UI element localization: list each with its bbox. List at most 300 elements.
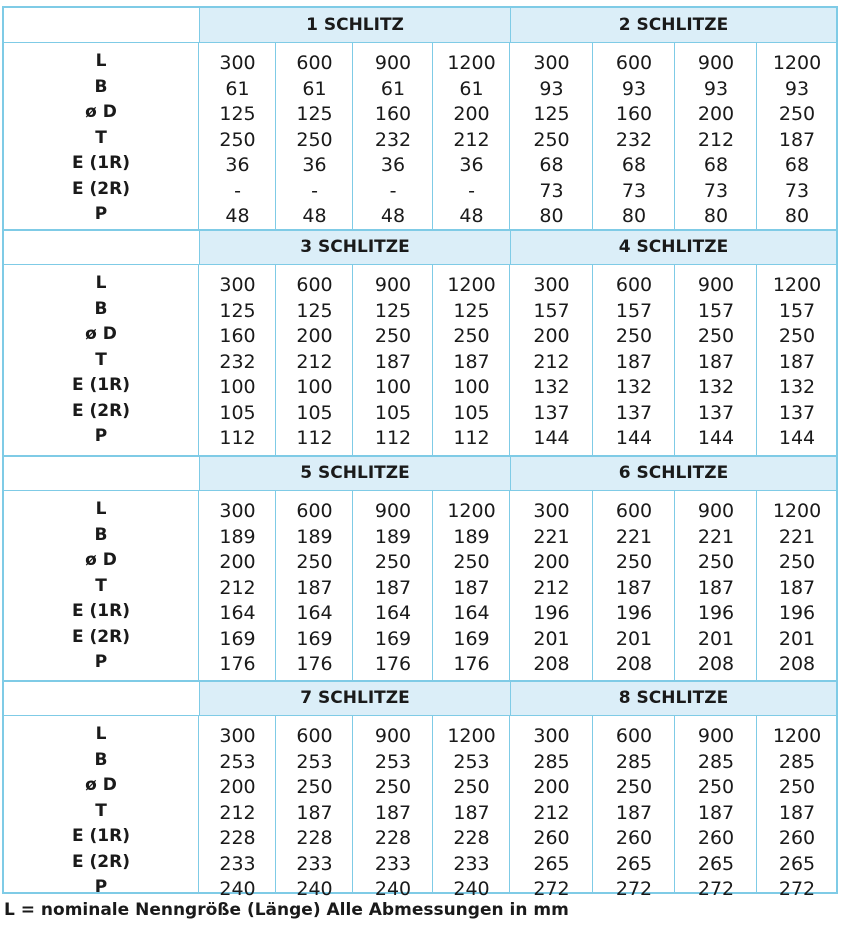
cell-value: 73	[784, 179, 810, 202]
cell-value: 250	[697, 325, 735, 347]
cell-value: 250	[533, 128, 570, 151]
cell-value: 600	[615, 725, 653, 747]
cell-value: 160	[219, 325, 256, 347]
cell-value: 200	[296, 325, 333, 347]
cell-value: 208	[697, 653, 735, 675]
cell-value: 250	[778, 551, 816, 573]
block-separator	[4, 229, 836, 231]
cell-value: 187	[453, 576, 490, 599]
value-column	[594, 265, 675, 456]
cell-value: 265	[533, 852, 570, 875]
block-header	[4, 456, 836, 491]
cell-value: 68	[784, 154, 810, 176]
cell-value: 132	[615, 376, 653, 398]
cell-value: 221	[697, 525, 735, 548]
cell-value: 187	[374, 576, 412, 599]
cell-value: 196	[697, 602, 735, 624]
cell-value: 112	[296, 427, 333, 449]
cell-value: 80	[784, 205, 810, 227]
cell-value: 125	[296, 299, 333, 322]
header-corner	[4, 681, 200, 715]
cell-value: 233	[296, 852, 333, 875]
cell-value: 240	[296, 878, 333, 900]
cell-value: 80	[621, 205, 647, 227]
value-column	[758, 491, 836, 681]
cell-value: 1200	[447, 274, 496, 296]
row-label: ø D	[85, 324, 117, 344]
cell-value: 250	[453, 325, 490, 347]
cell-value: 160	[374, 103, 412, 125]
cell-value: 61	[225, 77, 250, 100]
group-title-right: 8 SCHLITZE	[618, 688, 729, 708]
value-column	[594, 43, 675, 230]
value-column	[354, 491, 433, 681]
cell-value: 36	[459, 154, 484, 176]
value-column	[434, 491, 510, 681]
cell-value: 250	[697, 776, 735, 798]
cell-value: 272	[697, 878, 735, 900]
cell-value: 233	[453, 852, 490, 875]
cell-value: 250	[296, 551, 333, 573]
row-label: L	[95, 499, 107, 519]
cell-value: 1200	[447, 500, 496, 522]
row-label: L	[95, 724, 107, 744]
row-label: T	[95, 800, 107, 821]
cell-value: 125	[219, 299, 256, 322]
cell-value: 250	[374, 776, 412, 798]
cell-value: 300	[219, 52, 256, 74]
cell-value: 600	[615, 500, 653, 522]
row-label: E (1R)	[72, 601, 130, 621]
cell-value: 157	[533, 299, 570, 322]
group-title-left: 7 SCHLITZE	[200, 681, 511, 715]
cell-value: 125	[296, 103, 333, 125]
cell-value: 250	[219, 128, 256, 151]
cell-value: 48	[459, 205, 484, 227]
block-header	[4, 681, 836, 716]
row-label: E (1R)	[72, 153, 130, 173]
row-label: T	[95, 349, 107, 370]
cell-value: 169	[374, 627, 412, 650]
cell-value: 105	[374, 401, 412, 424]
cell-value: 93	[703, 77, 729, 100]
cell-value: 187	[615, 576, 653, 599]
row-label: P	[94, 204, 108, 224]
cell-value: 73	[621, 179, 647, 202]
cell-value: 73	[703, 179, 729, 202]
cell-value: 201	[533, 627, 570, 650]
cell-value: 187	[778, 576, 816, 599]
cell-value: 176	[219, 653, 256, 675]
row-labels	[4, 491, 199, 681]
cell-value: 189	[219, 525, 256, 548]
value-column	[676, 491, 757, 681]
cell-value: 285	[697, 750, 735, 773]
value-column	[200, 43, 276, 230]
cell-value: 187	[697, 801, 735, 824]
cell-value: 187	[778, 350, 816, 373]
cell-value: 250	[453, 776, 490, 798]
cell-value: 112	[374, 427, 412, 449]
cell-value: 187	[778, 128, 816, 151]
cell-value: 265	[615, 852, 653, 875]
cell-value: 250	[615, 776, 653, 798]
row-labels	[4, 265, 199, 456]
cell-value: 137	[615, 401, 653, 424]
cell-value: -	[468, 179, 475, 202]
cell-value: 900	[697, 274, 735, 296]
cell-value: 100	[374, 376, 412, 398]
row-label: L	[95, 51, 107, 71]
cell-value: 285	[533, 750, 570, 773]
cell-value: 272	[615, 878, 653, 900]
cell-value: 61	[380, 77, 406, 100]
cell-value: 93	[539, 77, 564, 100]
block-separator	[4, 680, 836, 682]
cell-value: 68	[539, 154, 564, 176]
cell-value: 187	[453, 801, 490, 824]
cell-value: 600	[296, 725, 333, 747]
cell-value: 112	[453, 427, 490, 449]
cell-value: 61	[302, 77, 327, 100]
row-label: E (1R)	[72, 826, 130, 846]
block-header	[4, 8, 836, 43]
cell-value: 200	[533, 325, 570, 347]
cell-value: 285	[778, 750, 816, 773]
cell-value: 1200	[772, 52, 822, 74]
cell-value: 132	[533, 376, 570, 398]
cell-value: 260	[533, 827, 570, 849]
cell-value: 200	[219, 551, 256, 573]
cell-value: 250	[453, 551, 490, 573]
cell-value: 169	[453, 627, 490, 650]
value-column	[676, 43, 757, 230]
row-label: L	[95, 273, 107, 293]
cell-value: 212	[219, 576, 256, 599]
value-column	[277, 491, 353, 681]
group-title-left: 5 SCHLITZE	[200, 456, 511, 490]
cell-value: 240	[374, 878, 412, 900]
cell-value: 300	[533, 274, 570, 296]
block-body	[4, 716, 836, 900]
table-block	[4, 681, 836, 900]
block-body	[4, 43, 836, 230]
cell-value: 1200	[447, 52, 496, 74]
table-block	[4, 8, 836, 230]
value-column	[434, 43, 510, 230]
cell-value: 900	[374, 500, 412, 522]
cell-value: 900	[697, 725, 735, 747]
row-label: E (2R)	[72, 400, 130, 421]
cell-value: 137	[778, 401, 816, 424]
cell-value: 253	[453, 750, 490, 773]
row-label: ø D	[85, 550, 117, 570]
cell-value: 125	[533, 103, 570, 125]
group-title-left: 3 SCHLITZE	[200, 230, 511, 264]
cell-value: 253	[296, 750, 333, 773]
cell-value: 187	[778, 801, 816, 824]
cell-value: 105	[453, 401, 490, 424]
header-corner	[4, 230, 200, 264]
cell-value: 200	[453, 103, 490, 125]
value-column	[354, 716, 433, 900]
cell-value: 221	[615, 525, 653, 548]
value-column	[434, 716, 510, 900]
value-column	[758, 716, 836, 900]
cell-value: 160	[615, 103, 653, 125]
cell-value: 250	[296, 776, 333, 798]
cell-value: 132	[697, 376, 735, 398]
cell-value: 221	[533, 525, 570, 548]
cell-value: 68	[621, 154, 647, 176]
cell-value: 250	[778, 776, 816, 798]
value-column	[594, 491, 675, 681]
cell-value: 208	[533, 653, 570, 675]
cell-value: 300	[533, 500, 570, 522]
value-column	[758, 265, 836, 456]
cell-value: 212	[453, 128, 490, 151]
cell-value: 212	[219, 801, 256, 824]
cell-value: 189	[296, 525, 333, 548]
cell-value: 250	[296, 128, 333, 151]
value-column	[354, 265, 433, 456]
cell-value: 232	[615, 128, 653, 151]
value-column	[277, 716, 353, 900]
header-corner	[4, 8, 200, 42]
cell-value: -	[311, 179, 318, 202]
cell-value: 300	[219, 274, 256, 296]
cell-value: 300	[533, 52, 570, 74]
cell-value: 196	[615, 602, 653, 624]
cell-value: 208	[778, 653, 816, 675]
cell-value: 228	[453, 827, 490, 849]
cell-value: 260	[778, 827, 816, 849]
cell-value: 300	[219, 500, 256, 522]
cell-value: 1200	[772, 500, 822, 522]
cell-value: 200	[533, 776, 570, 798]
cell-value: 93	[621, 77, 647, 100]
row-label: B	[94, 524, 108, 545]
cell-value: 176	[453, 653, 490, 675]
cell-value: 233	[374, 852, 412, 875]
cell-value: 208	[615, 653, 653, 675]
cell-value: 144	[697, 427, 735, 449]
cell-value: 250	[374, 551, 412, 573]
cell-value: 187	[615, 801, 653, 824]
cell-value: 157	[697, 299, 735, 322]
header-corner	[4, 456, 200, 490]
value-column	[200, 716, 276, 900]
row-label: P	[94, 652, 108, 672]
cell-value: 132	[778, 376, 816, 398]
cell-value: 93	[784, 77, 810, 100]
cell-value: 265	[778, 852, 816, 875]
cell-value: 212	[533, 801, 570, 824]
cell-value: 125	[374, 299, 412, 322]
group-title-right: 2 SCHLITZE	[618, 15, 729, 35]
cell-value: 48	[225, 205, 250, 227]
group-title-right: 6 SCHLITZE	[618, 463, 729, 483]
row-label: B	[94, 298, 108, 319]
cell-value: 232	[219, 350, 256, 373]
cell-value: 196	[533, 602, 570, 624]
cell-value: 187	[296, 801, 333, 824]
row-label: P	[94, 877, 108, 897]
cell-value: 100	[296, 376, 333, 398]
cell-value: 157	[615, 299, 653, 322]
cell-value: 80	[703, 205, 729, 227]
cell-value: 189	[374, 525, 412, 548]
cell-value: 187	[374, 350, 412, 373]
cell-value: 228	[296, 827, 333, 849]
cell-value: 272	[533, 878, 570, 900]
value-column	[511, 43, 593, 230]
cell-value: 169	[296, 627, 333, 650]
cell-value: 250	[615, 325, 653, 347]
cell-value: 900	[374, 725, 412, 747]
row-labels	[4, 716, 199, 897]
cell-value: 253	[374, 750, 412, 773]
cell-value: 200	[533, 551, 570, 573]
value-column	[511, 265, 593, 456]
value-column	[511, 491, 593, 681]
value-column	[676, 265, 757, 456]
cell-value: 228	[374, 827, 412, 849]
cell-value: 189	[453, 525, 490, 548]
cell-value: 144	[615, 427, 653, 449]
row-label: E (2R)	[72, 626, 130, 647]
cell-value: 164	[453, 602, 490, 624]
cell-value: 36	[225, 154, 250, 176]
cell-value: 200	[219, 776, 256, 798]
cell-value: 100	[453, 376, 490, 398]
cell-value: 187	[697, 350, 735, 373]
cell-value: 187	[296, 576, 333, 599]
value-column	[434, 265, 510, 456]
cell-value: 73	[539, 179, 564, 202]
value-column	[200, 265, 276, 456]
cell-value: 600	[615, 52, 653, 74]
cell-value: 68	[703, 154, 729, 176]
cell-value: 253	[219, 750, 256, 773]
group-title-left: 1 SCHLITZ	[200, 8, 511, 42]
row-label: E (2R)	[72, 178, 130, 199]
cell-value: 61	[459, 77, 484, 100]
cell-value: 212	[533, 576, 570, 599]
block-header	[4, 230, 836, 265]
cell-value: 240	[219, 878, 256, 900]
block-separator	[4, 455, 836, 457]
cell-value: 144	[533, 427, 570, 449]
cell-value: 1200	[772, 274, 822, 296]
row-label: T	[95, 127, 107, 148]
cell-value: 265	[697, 852, 735, 875]
cell-value: 157	[778, 299, 816, 322]
block-body	[4, 491, 836, 681]
cell-value: 221	[778, 525, 816, 548]
cell-value: 1200	[772, 725, 822, 747]
cell-value: 164	[296, 602, 333, 624]
cell-value: 260	[615, 827, 653, 849]
cell-value: 164	[374, 602, 412, 624]
cell-value: 900	[697, 500, 735, 522]
cell-value: 125	[453, 299, 490, 322]
cell-value: 187	[697, 576, 735, 599]
cell-value: 200	[697, 103, 735, 125]
cell-value: 36	[380, 154, 406, 176]
cell-value: 250	[778, 325, 816, 347]
value-column	[200, 491, 276, 681]
row-label: E (2R)	[72, 851, 130, 872]
block-body	[4, 265, 836, 456]
cell-value: 272	[778, 878, 816, 900]
value-column	[354, 43, 433, 230]
cell-value: 600	[296, 274, 333, 296]
cell-value: 112	[219, 427, 256, 449]
row-label: ø D	[85, 102, 117, 122]
cell-value: 80	[539, 205, 564, 227]
cell-value: 600	[296, 500, 333, 522]
cell-value: 232	[374, 128, 412, 151]
cell-value: 137	[533, 401, 570, 424]
value-column	[594, 716, 675, 900]
value-column	[277, 265, 353, 456]
cell-value: 212	[533, 350, 570, 373]
cell-value: 250	[615, 551, 653, 573]
cell-value: 144	[778, 427, 816, 449]
cell-value: 201	[697, 627, 735, 650]
cell-value: 137	[697, 401, 735, 424]
cell-value: -	[234, 179, 241, 202]
cell-value: 105	[219, 401, 256, 424]
cell-value: 250	[374, 325, 412, 347]
cell-value: 48	[302, 205, 327, 227]
cell-value: 196	[778, 602, 816, 624]
cell-value: 900	[697, 52, 735, 74]
cell-value: 100	[219, 376, 256, 398]
cell-value: 600	[296, 52, 333, 74]
cell-value: 212	[296, 350, 333, 373]
row-label: B	[94, 76, 108, 97]
cell-value: 201	[778, 627, 816, 650]
cell-value: 187	[453, 350, 490, 373]
row-label: E (1R)	[72, 375, 130, 395]
cell-value: 36	[302, 154, 327, 176]
table-block	[4, 456, 836, 681]
cell-value: 48	[380, 205, 406, 227]
value-column	[676, 716, 757, 900]
footnote: L = nominale Nenngröße (Länge) Alle Abmessungen in mm	[4, 900, 569, 920]
cell-value: 260	[697, 827, 735, 849]
cell-value: 300	[219, 725, 256, 747]
cell-value: 600	[615, 274, 653, 296]
value-column	[511, 716, 593, 900]
cell-value: 240	[453, 878, 490, 900]
group-title-right: 4 SCHLITZE	[618, 237, 729, 257]
cell-value: 1200	[447, 725, 496, 747]
cell-value: 250	[778, 103, 816, 125]
cell-value: 187	[615, 350, 653, 373]
row-labels	[4, 43, 199, 230]
row-label: T	[95, 575, 107, 596]
dimension-table	[2, 6, 838, 900]
table-block	[4, 230, 836, 456]
row-label: ø D	[85, 775, 117, 795]
cell-value: 285	[615, 750, 653, 773]
row-label: P	[94, 426, 108, 446]
cell-value: 900	[374, 274, 412, 296]
cell-value: 228	[219, 827, 256, 849]
